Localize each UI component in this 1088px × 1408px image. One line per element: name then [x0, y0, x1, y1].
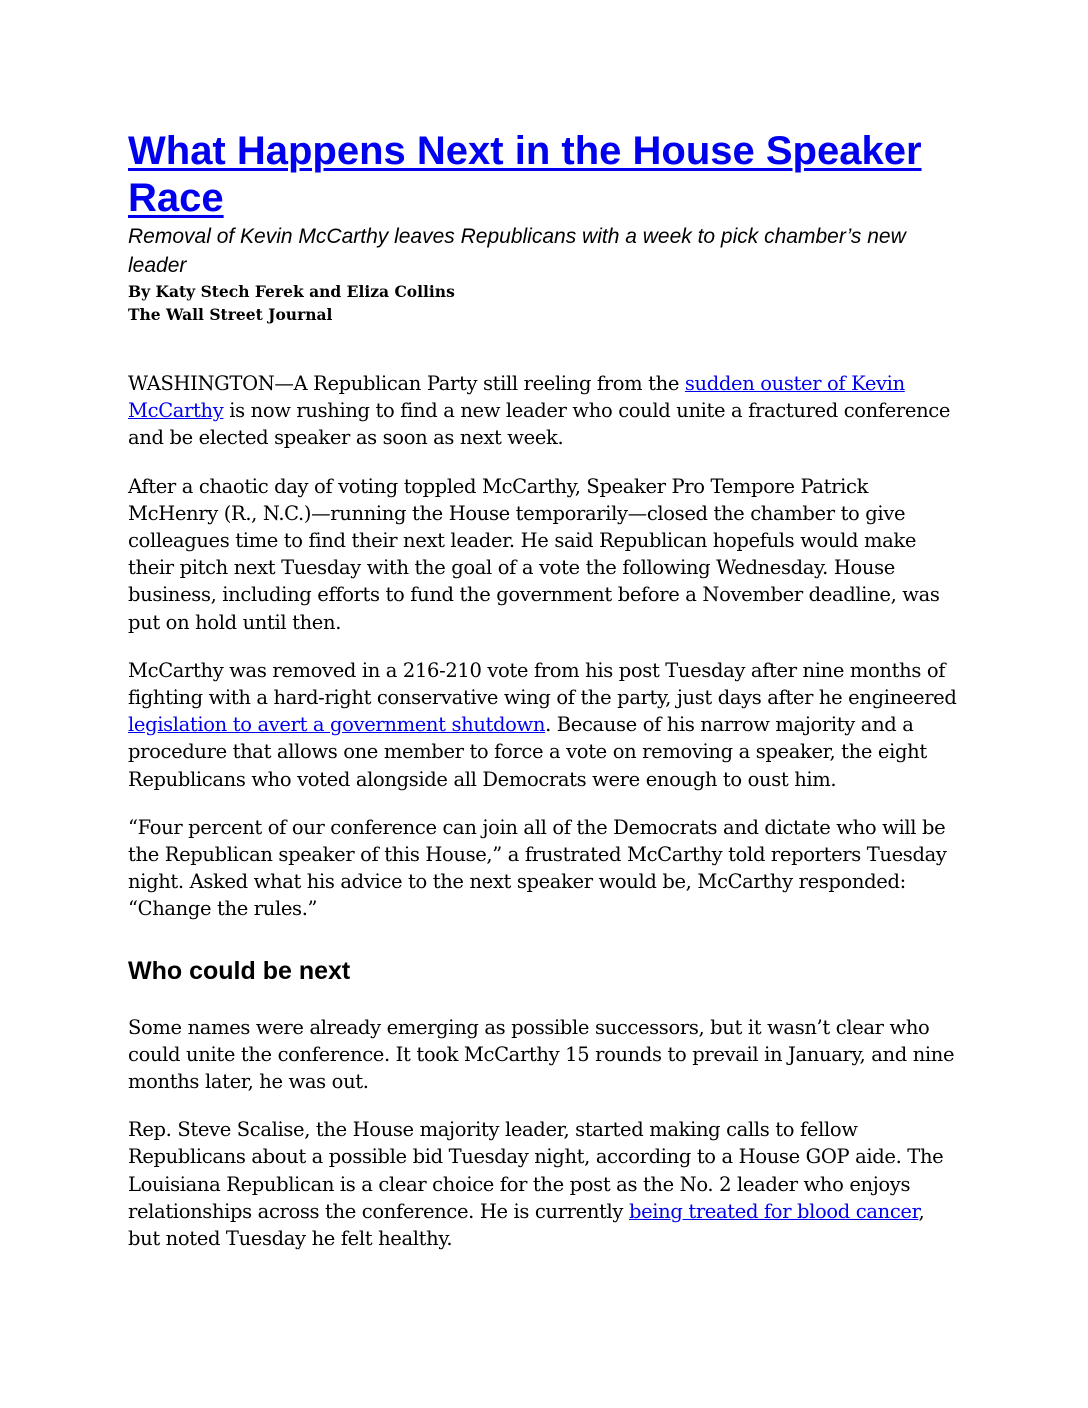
paragraph-6: [128, 1116, 960, 1252]
paragraph-5: Some names were already emerging as possible successors, but it wasn’t clear who could unite the conference. It took McCarthy 15 rounds to prevail in January, and nine months later, he was out.: [128, 1015, 955, 1094]
article: [128, 128, 960, 1252]
ouster-link[interactable]: sudden ouster of Kevin McCarthy: [128, 372, 905, 423]
paragraph-text: McCarthy was removed in a 216-210 vote from his post Tuesday after nine months of fighting with a hard-right conservative wing of the party, just days after he engineered: [128, 658, 957, 710]
article-dek: Removal of Kevin McCarthy leaves Republicans with a week to pick chamber’s new leader: [128, 225, 906, 277]
byline: By Katy Stech Ferek and Eliza Collins: [128, 282, 455, 301]
paragraph-text: Rep. Steve Scalise, the House majority leader, started making calls to fellow Republicans about a possible bid Tuesday night, according to a House GOP aide. The Louisiana Republican is a clear choice for the post as the No. 2 leader who enjoys relationships across the conference. He is currently: [128, 1118, 944, 1223]
blood-cancer-link[interactable]: being treated for blood cancer: [628, 1199, 919, 1223]
publication-name: The Wall Street Journal: [128, 305, 333, 324]
paragraph-text: , but noted Tuesday he felt healthy.: [128, 1199, 925, 1251]
paragraph-2: After a chaotic day of voting toppled McCarthy, Speaker Pro Tempore Patrick McHenry (R., N.C.)—running the House temporarily—closed the chamber to give colleagues time to find their next leader. He said Republican hopefuls would make their pitch next Tuesday with the goal of a vote the following Wednesday. House business, including efforts to fund the government before a November deadline, was put on hold until then.: [128, 474, 940, 634]
paragraph-4: “Four percent of our conference can join all of the Democrats and dictate who will be the Republican speaker of this House,” a frustrated McCarthy told reporters Tuesday night. Asked what his advice to the next speaker would be, McCarthy responded: “Change the rules.”: [128, 815, 947, 921]
section-heading: Who could be next: [128, 956, 351, 985]
paragraph-3: [128, 657, 960, 793]
shutdown-legislation-link[interactable]: legislation to avert a government shutdown: [128, 713, 546, 737]
paragraph-1: [128, 370, 960, 452]
paragraph-text: WASHINGTON—A Republican Party still reeling from the: [128, 372, 685, 395]
paragraph-text: . Because of his narrow majority and a procedure that allows one member to force a vote on removing a speaker, the eight Republicans who voted alongside all Democrats were enough to oust him.: [128, 713, 927, 791]
paragraph-text: is now rushing to find a new leader who could unite a fractured conference and be elected speaker as soon as next week.: [128, 399, 951, 450]
headline-link[interactable]: What Happens Next in the House Speaker Race: [128, 129, 922, 220]
article-headline: [128, 128, 960, 222]
